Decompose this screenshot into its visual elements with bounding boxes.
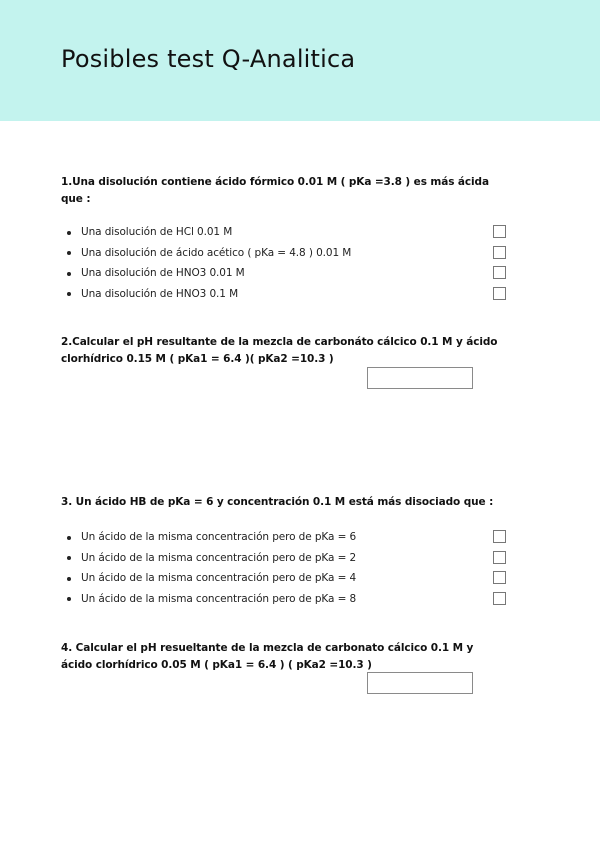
option-label: Una disolución de HCl 0.01 M (81, 226, 233, 238)
question-1-options (61, 222, 511, 304)
option-label: Un ácido de la misma concentración pero de pKa = 8 (81, 592, 357, 605)
option-checkbox[interactable] (493, 287, 506, 300)
option-label: Un ácido de la misma concentración pero de pKa = 2 (81, 551, 357, 564)
bullet-icon (67, 272, 71, 276)
question-2-text: 2.Calcular el pH resultante de la mezcla de carbonáto cálcico 0.1 M y ácido clorhídrico 0.15 M ( pKa1 = 6.4 )( pKa2 =10.3 ) (61, 336, 498, 365)
list-item (61, 527, 511, 548)
option-label: Una disolución de HNO3 0.01 M (81, 267, 245, 279)
option-checkbox[interactable] (493, 225, 506, 238)
question-4-text: 4. Calcular el pH resueltante de la mezcla de carbonato cálcico 0.1 M y ácido clorhídrico 0.05 M ( pKa1 = 6.4 ) ( pKa2 =10.3 ) (61, 642, 474, 671)
option-label: Un ácido de la misma concentración pero de pKa = 6 (81, 531, 357, 543)
bullet-icon (67, 536, 71, 540)
list-item (61, 284, 511, 305)
question-1-text: 1.Una disolución contiene ácido fórmico 0.01 M ( pKa =3.8 ) es más ácida que : (61, 176, 489, 205)
bullet-icon (67, 556, 71, 560)
question-3-options (61, 527, 511, 609)
bullet-icon (67, 231, 71, 235)
question-4-answer-input[interactable] (367, 672, 473, 694)
option-label: Una disolución de HNO3 0.1 M (81, 287, 239, 300)
list-item (61, 243, 511, 264)
bullet-icon (67, 577, 71, 581)
option-checkbox[interactable] (493, 266, 506, 279)
page-title: Posibles test Q-Analitica (61, 45, 356, 73)
list-item (61, 589, 511, 610)
list-item (61, 222, 511, 243)
option-checkbox[interactable] (493, 571, 506, 584)
question-3-text: 3. Un ácido HB de pKa = 6 y concentración 0.1 M está más disociado que : (61, 496, 494, 508)
list-item (61, 548, 511, 569)
list-item (61, 263, 511, 284)
list-item (61, 568, 511, 589)
bullet-icon (67, 251, 71, 255)
header-banner (0, 0, 600, 121)
question-2-answer-input[interactable] (367, 367, 473, 389)
option-checkbox[interactable] (493, 530, 506, 543)
bullet-icon (67, 597, 71, 601)
option-label: Una disolución de ácido acético ( pKa = 4.8 ) 0.01 M (81, 246, 352, 259)
option-checkbox[interactable] (493, 246, 506, 259)
option-checkbox[interactable] (493, 592, 506, 605)
option-checkbox[interactable] (493, 551, 506, 564)
option-label: Un ácido de la misma concentración pero de pKa = 4 (81, 572, 357, 584)
bullet-icon (67, 292, 71, 296)
